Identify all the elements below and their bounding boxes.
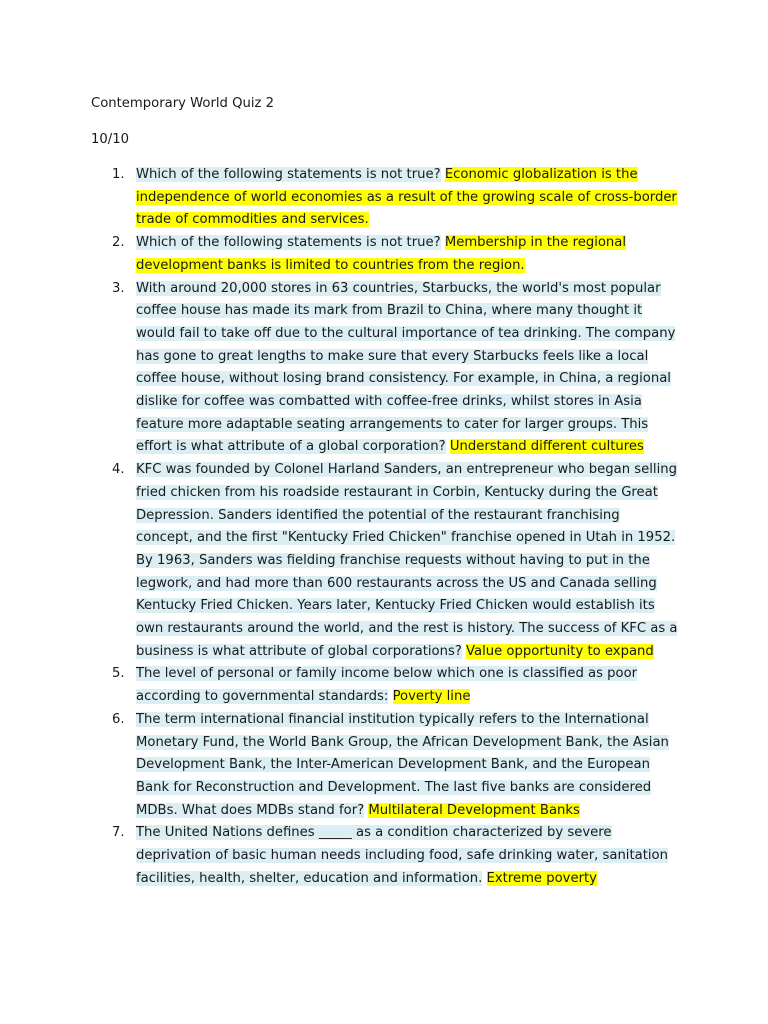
question-item-6 [0, 709, 680, 823]
question-answer: Understand different cultures [449, 439, 644, 455]
question-answer: Value opportunity to expand [466, 643, 654, 659]
question-body [136, 232, 680, 277]
question-text: The term international financial institution typically refers to the International Monetary Fund, the World Bank Group, the African Development Bank, the Asian Development Bank, the Inter-American Development Bank, and the European Bank for Reconstruction and Development. The last five banks are considered MDBs. What does MDBs stand for? [136, 711, 669, 818]
question-answer: Poverty line [392, 689, 471, 705]
question-body [136, 459, 680, 663]
question-text: Which of the following statements is not true? [136, 167, 441, 182]
question-text: The United Nations defines _____ as a condition characterized by severe deprivation of basic human needs including food, safe drinking water, sanitation facilities, health, shelter, education and information. [136, 825, 668, 886]
quiz-score: 10/10 [91, 132, 130, 147]
question-number: 3. [112, 280, 125, 296]
question-number: 6. [112, 711, 125, 727]
question-text: The level of personal or family income below which one is classified as poor according to governmental standards: [136, 666, 638, 705]
question-body [136, 822, 680, 890]
question-number: 1. [112, 167, 125, 182]
question-body [136, 663, 680, 708]
question-number: 5. [112, 666, 125, 682]
question-text: Which of the following statements is not true? [136, 235, 441, 251]
question-number: 2. [112, 235, 125, 251]
question-item-5 [0, 663, 680, 708]
question-number: 4. [112, 462, 125, 478]
question-answer: Extreme poverty [486, 870, 597, 886]
question-item-3 [0, 278, 680, 460]
page-title: Contemporary World Quiz 2 [91, 96, 275, 111]
question-item-4 [0, 459, 680, 663]
question-answer: Economic globalization is the independence of world economies as a result of the growing scale of cross-border trade of commodities and services. [136, 167, 677, 228]
question-text: With around 20,000 stores in 63 countries, Starbucks, the world's most popular coffee house has made its mark from Brazil to China, where many thought it would fail to take off due to the cultural importance of tea drinking. The company has gone to great lengths to make sure that every Starbucks feels like a local coffee house, without losing brand consistency. For example, in China, a regional dislike for coffee was combatted with coffee-free drinks, whilst stores in Asia feature more adaptable seating arrangements to cater for larger groups. This effort is what attribute of a global corporation? [136, 280, 676, 455]
question-body [136, 709, 680, 823]
question-list [0, 164, 768, 891]
question-item-1 [0, 164, 680, 232]
question-text: KFC was founded by Colonel Harland Sanders, an entrepreneur who began selling fried chicken from his roadside restaurant in Corbin, Kentucky during the Great Depression. Sanders identified the potential of the restaurant franchising concept, and the first "Kentucky Fried Chicken" franchise opened in Utah in 1952. By 1963, Sanders was fielding franchise requests without having to put in the legwork, and had more than 600 restaurants across the US and Canada selling Kentucky Fried Chicken. Years later, Kentucky Fried Chicken would establish its own restaurants around the world, and the rest is history. The success of KFC as a business is what attribute of global corporations? [136, 462, 678, 659]
question-body [136, 164, 680, 232]
question-answer: Multilateral Development Banks [368, 802, 580, 818]
question-item-2 [0, 232, 680, 277]
question-item-7 [0, 822, 680, 890]
question-number: 7. [112, 825, 125, 841]
question-answer: Membership in the regional development banks is limited to countries from the region. [136, 235, 627, 273]
question-body [136, 278, 680, 460]
